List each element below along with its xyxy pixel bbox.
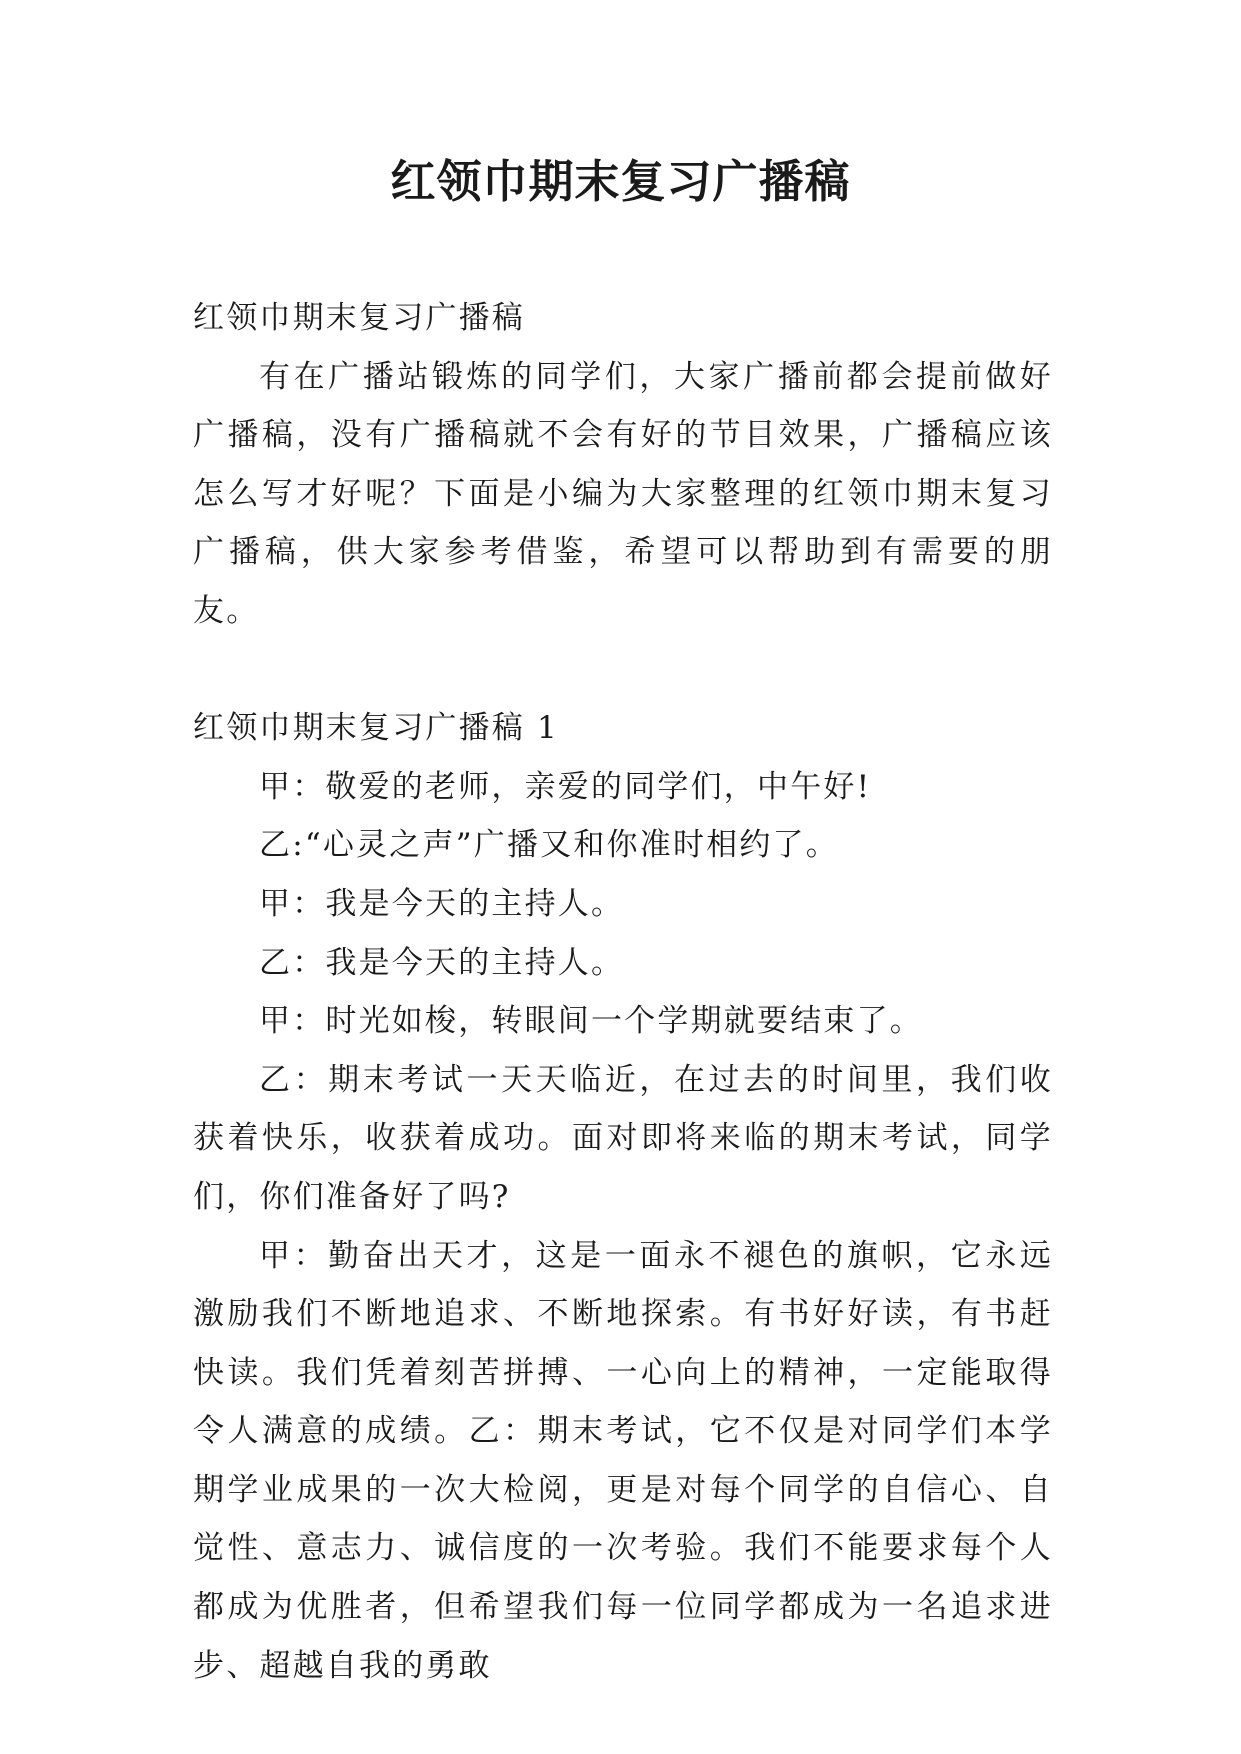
document-body: [193, 289, 1053, 1695]
dialogue-line: 甲：我是今天的主持人。: [259, 885, 625, 922]
dialogue-line: 甲：勤奋出天才，这是一面永不褪色的旗帜，它永远激励我们不断地追求、不断地探索。有书好好读，有书赶快读。我们凭着刻苦拼搏、一心向上的精神，一定能取得令人满意的成绩。乙：期末考试，它不仅是对同学们本学期学业成果的一次大检阅，更是对每个同学的自信心、自觉性、意志力、诚信度的一次考验。我们不能要求每个人都成为优胜者，但希望我们每一位同学都成为一名追求进步、超越自我的勇敢: [193, 1237, 1053, 1684]
dialogue-line: 甲：敬爱的老师，亲爱的同学们，中午好!: [259, 768, 872, 805]
dialogue-line: 甲：时光如梭，转眼间一个学期就要结束了。: [259, 1003, 923, 1040]
dialogue-line: 乙：期末考试一天天临近，在过去的时间里，我们收获着快乐，收获着成功。面对即将来临的期末考试，同学们，你们准备好了吗?: [193, 1061, 1053, 1215]
paragraph-gap: [193, 641, 1053, 700]
document-subtitle: 红领巾期末复习广播稿: [193, 300, 525, 336]
dialogue-line: 乙：我是今天的主持人。: [259, 944, 625, 981]
dialogue-line: 乙:“心灵之声”广播又和你准时相约了。: [259, 827, 839, 864]
document-title: 红领巾期末复习广播稿: [390, 155, 851, 208]
section-heading: 红领巾期末复习广播稿 1: [193, 710, 559, 747]
intro-paragraph: 有在广播站锻炼的同学们，大家广播前都会提前做好广播稿，没有广播稿就不会有好的节目效果，广播稿应该怎么写才好呢？下面是小编为大家整理的红领巾期末复习广播稿，供大家参考借鉴，希望可以帮助到有需要的朋友。: [193, 358, 1053, 629]
